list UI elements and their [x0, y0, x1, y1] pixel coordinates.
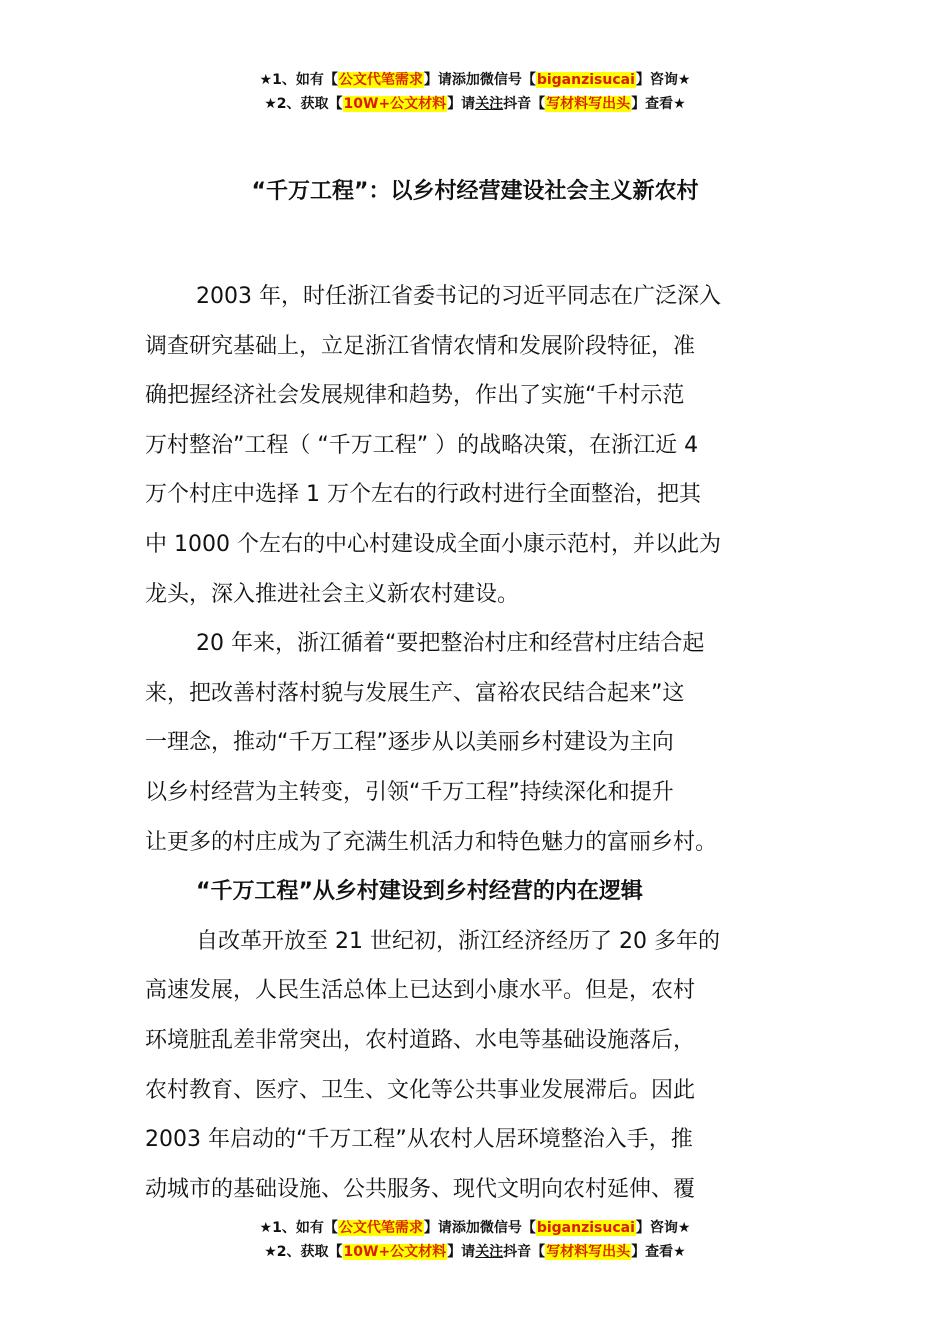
paragraph-line: 自改革开放至 21 世纪初，浙江经济经历了 20 多年的 [196, 928, 720, 954]
banner-text: 】请添加微信号【 [423, 72, 536, 88]
paragraph-line: 2003 年，时任浙江省委书记的习近平同志在广泛深入 [196, 284, 721, 309]
banner-text: ★2、获取【 [264, 96, 343, 112]
document-body [145, 272, 807, 1214]
banner-text: ★1、如有【 [259, 1220, 338, 1236]
banner-text: 抖音【 [503, 1244, 546, 1260]
banner-text: 】咨询★ [635, 1220, 691, 1236]
banner-text: 】咨询★ [635, 72, 691, 88]
paragraph-line: 2003 年启动的“千万工程”从农村人居环境整治入手，推 [145, 1127, 693, 1153]
paragraph-line: 确把握经济社会发展规律和趋势，作出了实施“千村示范 [145, 383, 685, 409]
paragraph-line: 中 1000 个左右的中心村建设成全面小康示范村，并以此为 [145, 531, 721, 557]
footer-banner [0, 1216, 950, 1264]
paragraph-line: 龙头，深入推进社会主义新农村建设。 [145, 581, 520, 607]
banner-text: 】查看★ [631, 96, 686, 112]
paragraph-line: 一理念，推动“千万工程”逐步从以美丽乡村建设为主向 [145, 730, 674, 756]
banner-highlight: 公文代笔需求 [338, 1220, 423, 1236]
paragraph-line: 调查研究基础上，立足浙江省情农情和发展阶段特征，准 [145, 333, 696, 359]
banner-line-2 [0, 92, 950, 116]
banner-highlight: 公文代笔需求 [338, 72, 423, 88]
banner-underlined-text: 关注 [475, 96, 504, 112]
banner-highlight-douyin: 写材料写出头 [546, 1244, 631, 1260]
header-banner [0, 68, 950, 116]
banner-underlined-text: 关注 [475, 1244, 504, 1260]
banner-highlight-douyin: 写材料写出头 [546, 96, 631, 112]
paragraph-line: 万个村庄中选择 1 万个左右的行政村进行全面整治，把其 [145, 482, 701, 508]
document-title: “千万工程”：以乡村经营建设社会主义新农村 [251, 179, 699, 204]
banner-highlight-wechat-id: biganzisucai [536, 72, 635, 88]
banner-text: 抖音【 [503, 96, 546, 112]
paragraph-line: 农村教育、医疗、卫生、文化等公共事业发展滞后。因此 [145, 1077, 696, 1103]
banner-line-1 [0, 1216, 950, 1240]
banner-highlight: 10W+公文材料 [343, 1244, 447, 1260]
banner-highlight-wechat-id: biganzisucai [536, 1220, 635, 1236]
paragraph-line: 来，把改善村落村貌与发展生产、富裕农民结合起来”这 [145, 680, 685, 706]
banner-line-2 [0, 1240, 950, 1264]
banner-text: 】请 [447, 96, 476, 112]
paragraph-line: 让更多的村庄成为了充满生机活力和特色魅力的富丽乡村。 [145, 829, 718, 855]
paragraph-line: 20 年来，浙江循着“要把整治村庄和经营村庄结合起 [196, 631, 705, 657]
paragraph-line: 动城市的基础设施、公共服务、现代文明向农村延伸、覆 [145, 1176, 696, 1202]
paragraph-line: 高速发展，人民生活总体上已达到小康水平。但是，农村 [145, 978, 696, 1004]
section-heading: “千万工程”从乡村建设到乡村经营的内在逻辑 [196, 879, 643, 905]
paragraph-line: 环境脏乱差非常突出，农村道路、水电等基础设施落后， [145, 1027, 696, 1053]
banner-highlight: 10W+公文材料 [343, 96, 447, 112]
banner-text: 】请 [447, 1244, 476, 1260]
paragraph-line: 万村整治”工程（ “千万工程” ）的战略决策，在浙江近 4 [145, 432, 699, 458]
banner-text: 】查看★ [631, 1244, 686, 1260]
banner-text: ★1、如有【 [259, 72, 338, 88]
banner-line-1 [0, 68, 950, 92]
banner-text: ★2、获取【 [264, 1244, 343, 1260]
banner-text: 】请添加微信号【 [423, 1220, 536, 1236]
paragraph-line: 以乡村经营为主转变，引领“千万工程”持续深化和提升 [145, 779, 674, 805]
